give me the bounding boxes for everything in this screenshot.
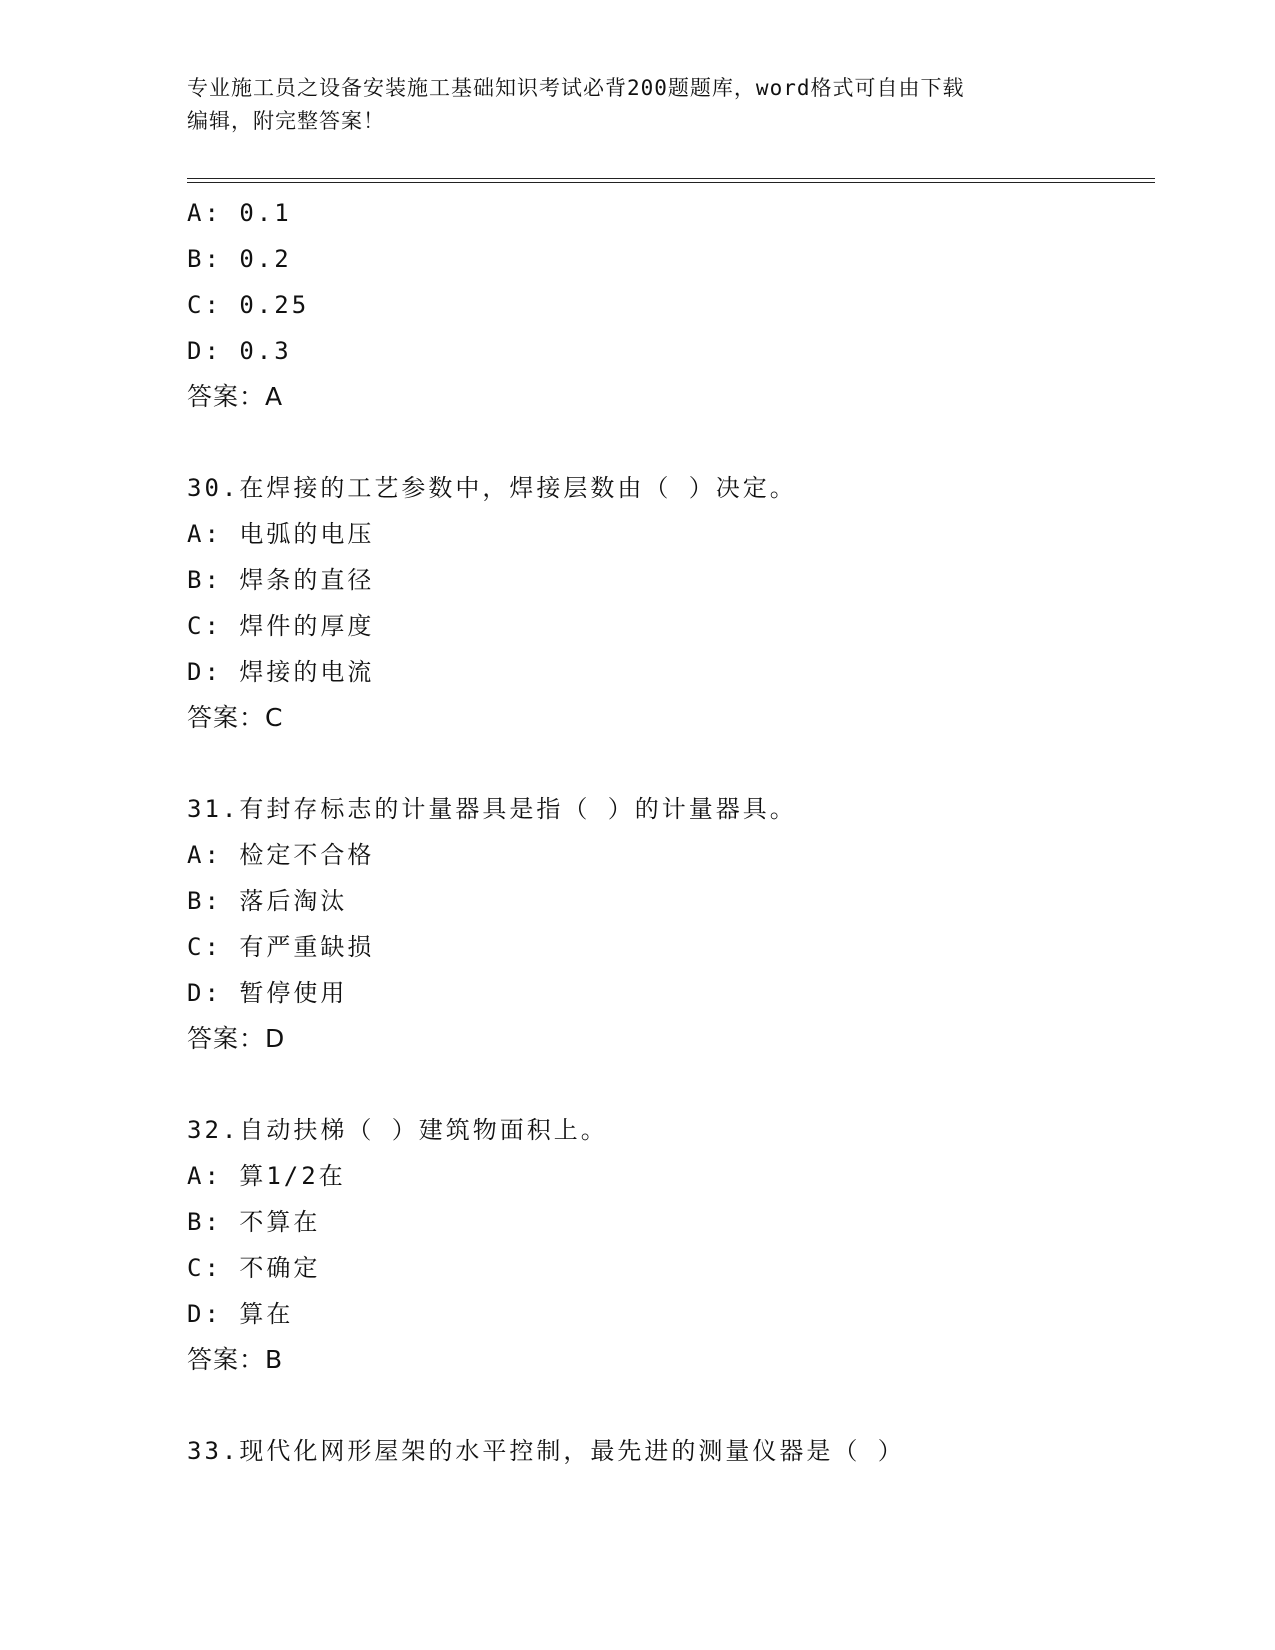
- header-rule-bottom: [187, 182, 1155, 183]
- question-33-block: [187, 1428, 1155, 1474]
- question-text: 32.自动扶梯（ ）建筑物面积上。: [187, 1116, 608, 1144]
- spacer: [187, 420, 1155, 465]
- option-d: D: 0.3: [187, 337, 292, 365]
- option-c: C: 有严重缺损: [187, 933, 375, 961]
- option-d: D: 算在: [187, 1300, 294, 1328]
- spacer: [187, 741, 1155, 786]
- option-c: C: 焊件的厚度: [187, 612, 375, 640]
- header-line-1: 专业施工员之设备安装施工基础知识考试必背200题题库，word格式可自由下载: [187, 76, 965, 100]
- header-rule-top: [187, 178, 1155, 179]
- question-32-block: [187, 1107, 1155, 1383]
- question-text: 30.在焊接的工艺参数中，焊接层数由（ ）决定。: [187, 474, 797, 502]
- option-d: D: 焊接的电流: [187, 658, 375, 686]
- document-header: [187, 72, 1087, 138]
- answer-line: 答案：D: [187, 1024, 286, 1053]
- option-a: A: 0.1: [187, 199, 292, 227]
- option-c: C: 0.25: [187, 291, 310, 319]
- spacer: [187, 1062, 1155, 1107]
- question-31-block: [187, 786, 1155, 1062]
- answer-line: 答案：B: [187, 1345, 284, 1374]
- question-text: 31.有封存标志的计量器具是指（ ）的计量器具。: [187, 795, 797, 823]
- header-line-2: 编辑，附完整答案！: [187, 109, 385, 133]
- answer-line: 答案：C: [187, 703, 284, 732]
- option-b: B: 落后淘汰: [187, 887, 348, 915]
- option-a: A: 算1/2在: [187, 1162, 346, 1190]
- option-b: B: 不算在: [187, 1208, 321, 1236]
- option-a: A: 电弧的电压: [187, 520, 375, 548]
- answer-line: 答案：A: [187, 382, 284, 411]
- question-29-block: [187, 190, 1155, 420]
- spacer: [187, 1383, 1155, 1428]
- question-30-block: [187, 465, 1155, 741]
- question-text: 33.现代化网形屋架的水平控制，最先进的测量仪器是（ ）: [187, 1437, 905, 1465]
- option-a: A: 检定不合格: [187, 841, 375, 869]
- question-list: [187, 190, 1155, 1474]
- option-b: B: 焊条的直径: [187, 566, 375, 594]
- option-b: B: 0.2: [187, 245, 292, 273]
- option-c: C: 不确定: [187, 1254, 321, 1282]
- option-d: D: 暂停使用: [187, 979, 348, 1007]
